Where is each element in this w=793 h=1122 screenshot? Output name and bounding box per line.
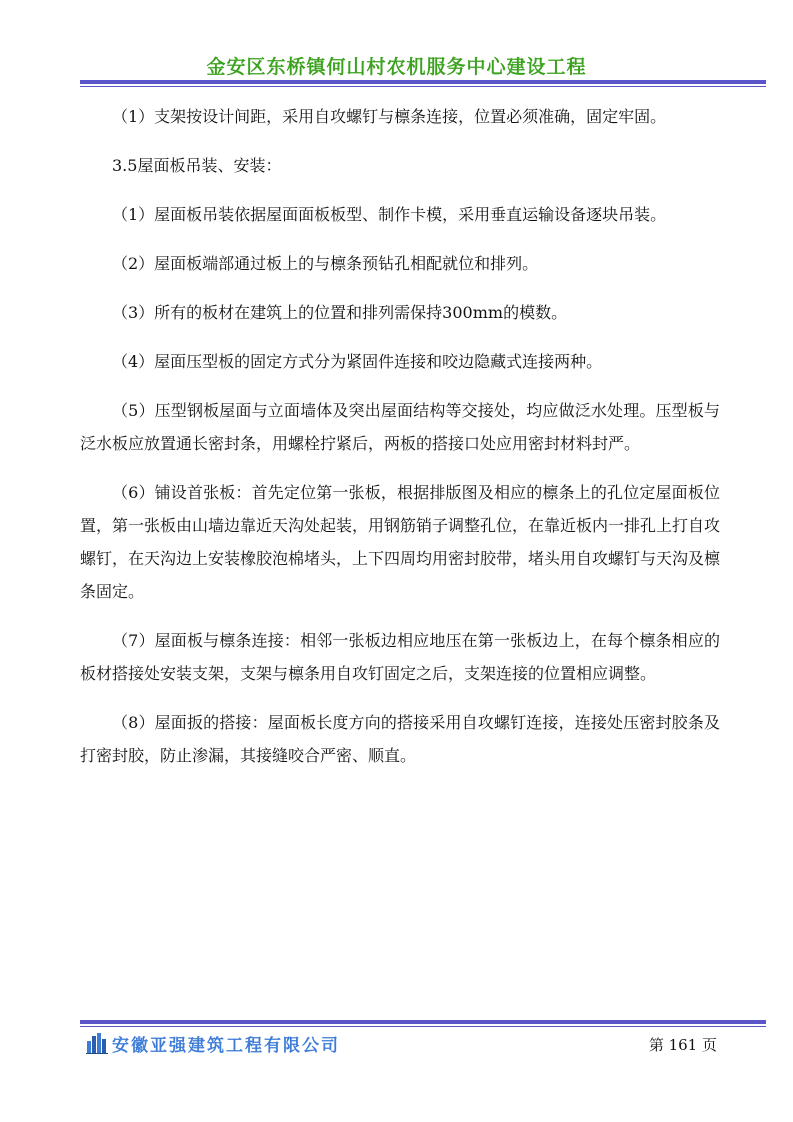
paragraph: （8）屋面扳的搭接：屋面板长度方向的搭接采用自攻螺钉连接，连接处压密封胶条及打密封胶，防止渗漏，其接缝咬合严密、顺直。 bbox=[80, 713, 720, 765]
footer-rule bbox=[80, 1020, 766, 1027]
paragraph: （1）屋面板吊装依据屋面面板板型、制作卡模，采用垂直运输设备逐块吊装。 bbox=[112, 205, 667, 224]
header-title: 金安区东桥镇何山村农机服务中心建设工程 bbox=[206, 56, 587, 78]
paragraph: （3）所有的板材在建筑上的位置和排列需保持300mm的模数。 bbox=[112, 303, 568, 322]
paragraph: （5）压型钢板屋面与立面墙体及突出屋面结构等交接处，均应做泛水处理。压型板与泛水板应放置通长密封条，用螺栓拧紧后，两板的搭接口处应用密封材料封严。 bbox=[80, 401, 720, 453]
paragraph: （4）屋面压型板的固定方式分为紧固件连接和咬边隐藏式连接两种。 bbox=[112, 352, 603, 371]
page-number: 第 161 页 bbox=[648, 1036, 717, 1054]
building-logo-icon bbox=[86, 1032, 108, 1054]
paragraph: （7）屋面板与檩条连接：相邻一张板边相应地压在第一张板边上，在每个檩条相应的板材搭接处安装支架，支架与檩条用自攻钉固定之后，支架连接的位置相应调整。 bbox=[80, 631, 720, 683]
document-body bbox=[80, 100, 720, 788]
footer-company: 安徽亚强建筑工程有限公司 bbox=[112, 1036, 340, 1056]
section-heading: 3.5屋面板吊装、安装： bbox=[112, 156, 282, 175]
paragraph: （1）支架按设计间距，采用自攻螺钉与檩条连接，位置必须准确，固定牢固。 bbox=[112, 107, 667, 126]
paragraph: （6）铺设首张板：首先定位第一张板，根据排版图及相应的檩条上的孔位定屋面板位置，第一张板由山墙边靠近天沟处起装，用钢筋销子调整孔位，在靠近板内一排孔上打自攻螺钉，在天沟边上安装橡胶泡棉堵头，上下四周均用密封胶带，堵头用自攻螺钉与天沟及檩条固定。 bbox=[80, 483, 721, 601]
header-rule bbox=[80, 80, 766, 87]
paragraph: （2）屋面板端部通过板上的与檩条预钻孔相配就位和排列。 bbox=[112, 254, 539, 273]
